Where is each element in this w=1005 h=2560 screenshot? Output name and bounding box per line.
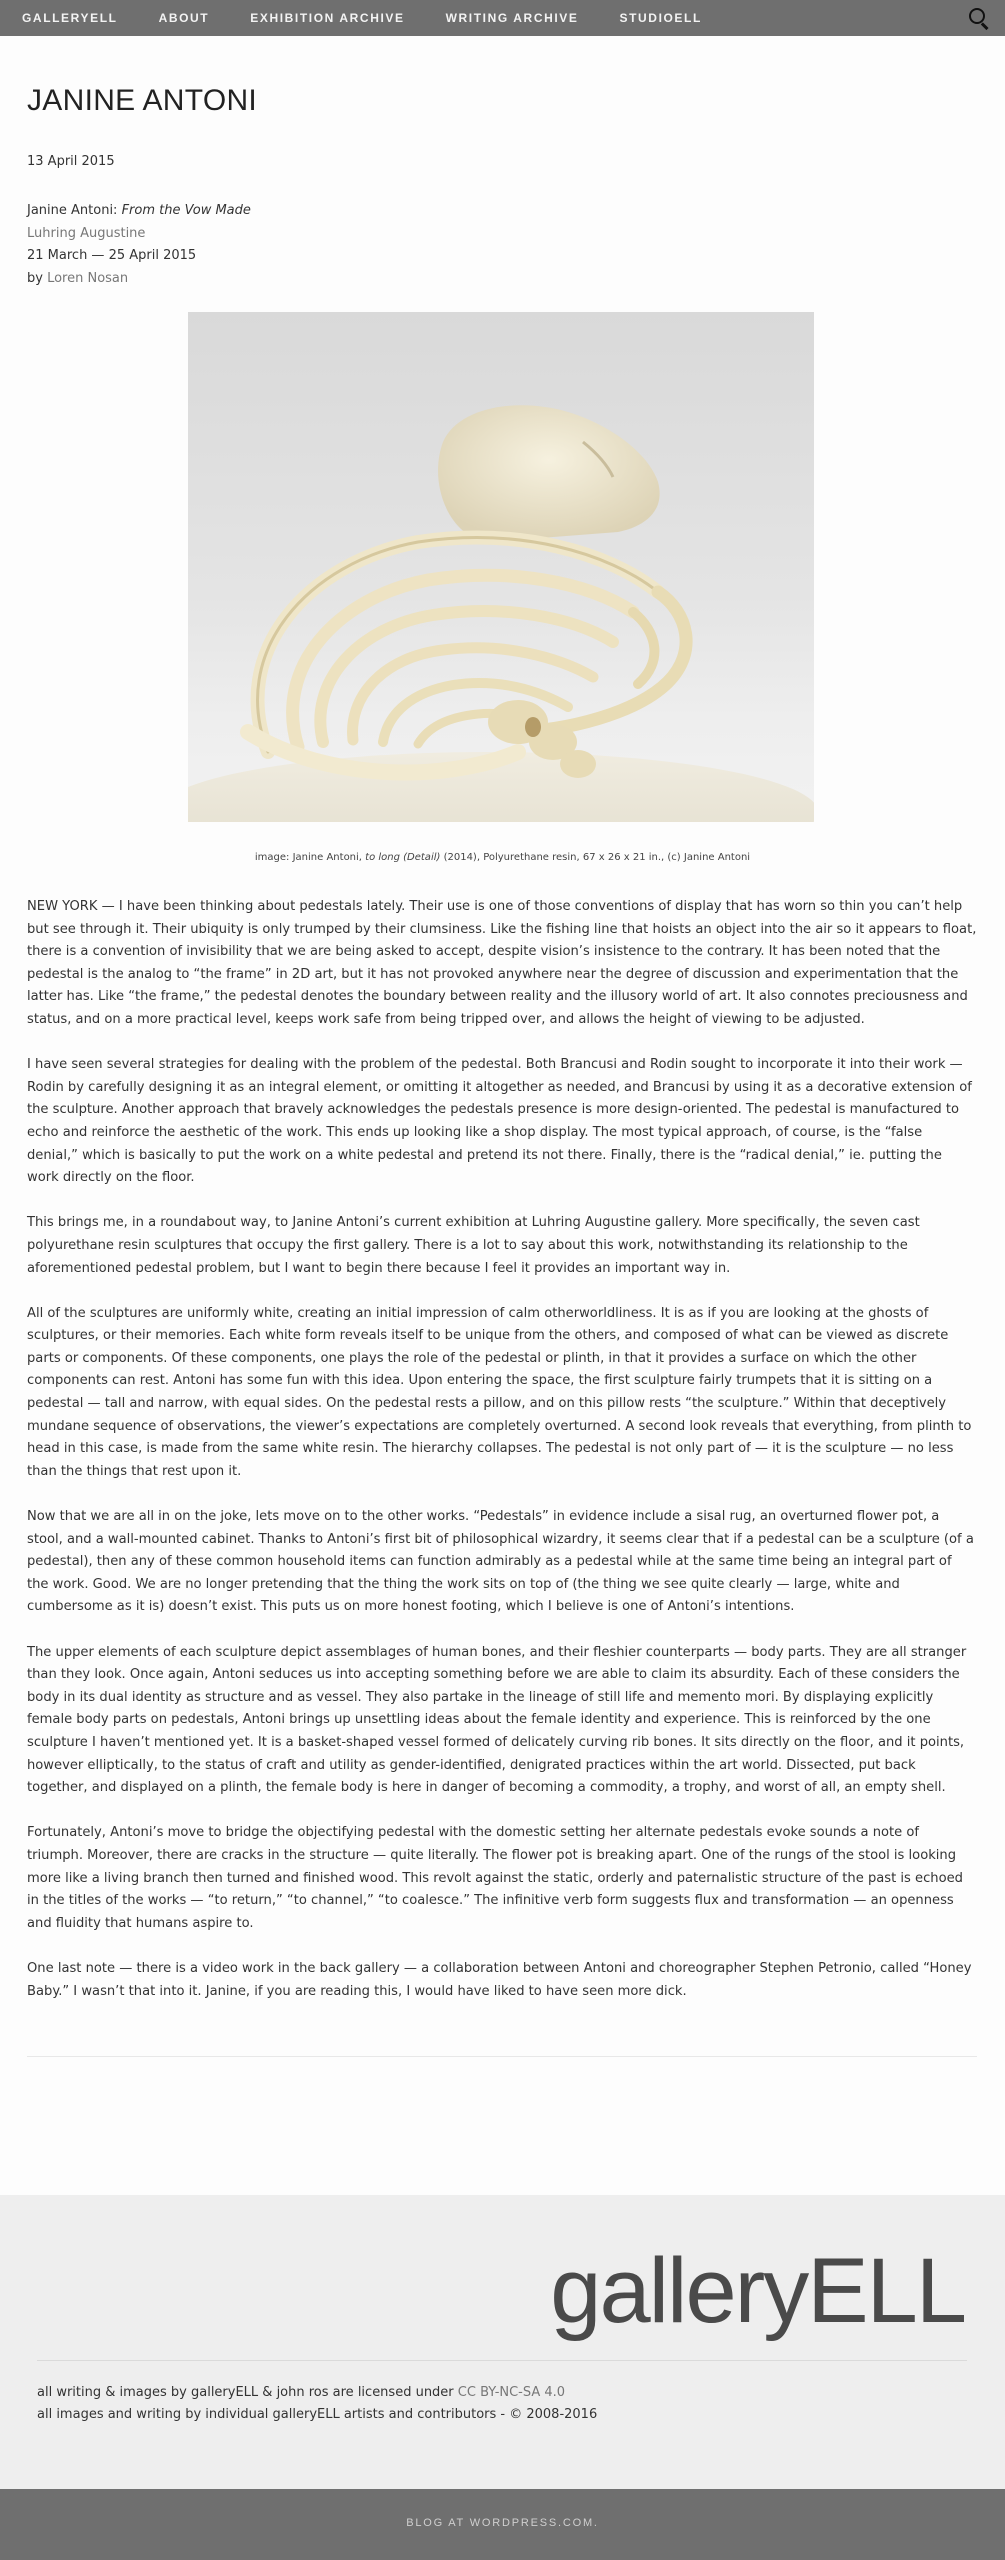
image-caption (0, 852, 1005, 863)
caption-suffix: (2014), Polyurethane resin, 67 x 26 x 21 in., (c) Janine Antoni (440, 852, 751, 863)
paragraph: One last note — there is a video work in the back gallery — a collaboration between Antoni and choreographer Stephen Petronio, called “Honey Baby.” I wasn’t that into it. Janine, if you are reading this, I would have liked to have seen more dick. (27, 1960, 972, 1999)
page-title: JANINE ANTONI (27, 84, 258, 117)
caption-title: to long (Detail) (365, 852, 441, 863)
exhibition-dates: 21 March — 25 April 2015 (27, 248, 197, 263)
post-date: 13 April 2015 (27, 154, 115, 169)
search-icon-handle (981, 22, 988, 29)
exhibition-title-row (27, 200, 251, 223)
byline-prefix: by (27, 270, 48, 286)
exhibition-meta (27, 200, 251, 290)
rights-line: all images and writing by individual galleryELL artists and contributors - © 2008-2016 (37, 2407, 598, 2422)
top-navigation-bar (0, 0, 1005, 36)
paragraph: I have seen several strategies for dealing with the problem of the pedestal. Both Brancusi and Rodin sought to incorporate it into their work — Rodin by carefully designing it as an integral element, or omitting it altogether as needed, and Brancusi by using it as a decorative extension of the sculpture. Another approach that bravely acknowledges the pedestals presence is more design-oriented. The pedestal is manufactured to echo and reinforce the aesthetic of the work. This ends up looking like a shop display. The most typical approach, of course, is the “false denial,” which is basically to put the work on a white pedestal and pretend its not there. Finally, there is the “radical denial,” ie. putting the work directly on the floor. (27, 1057, 972, 1186)
artwork-image (188, 312, 814, 822)
author-link[interactable]: Loren Nosan (47, 270, 129, 286)
article-body (27, 896, 977, 2026)
paragraph: This brings me, in a roundabout way, to Janine Antoni’s current exhibition at Luhring Augustine gallery. More specifically, the seven cast polyurethane resin sculptures that occupy the first gallery. There is a lot to say about this work, notwithstanding its relationship to the aforementioned pedestal problem, but I want to begin there because I feel it provides an important way in. (27, 1215, 920, 1276)
license-prefix: all writing & images by galleryELL & john ros are licensed under (37, 2385, 458, 2400)
byline (27, 268, 251, 291)
bottom-bar (0, 2489, 1005, 2560)
nav-item-writing-archive[interactable]: WRITING ARCHIVE (445, 11, 579, 25)
artist-name: Janine Antoni: (27, 203, 122, 218)
paragraph: All of the sculptures are uniformly white, creating an initial impression of calm otherworldliness. It is as if you are looking at the ghosts of sculptures, or their memories. Each white form reveals itself to be unique from the others, and composed of what can be viewed as discrete parts or components. Of these components, one plays the role of the pedestal or plinth, in that it provides a surface on which the other components can rest. Antoni has some fun with this idea. Upon entering the space, the first sculpture fairly trumpets that it is sitting on a pedestal — tall and narrow, with equal sides. On the pedestal rests a pillow, and on this pillow rests “the sculpture.” Within that deceptively mundane sequence of observations, the viewer’s expectations are completely overturned. A second look reveals that everything, from plinth to head in this case, is made from the same white resin. The hierarchy collapses. The pedestal is not only part of — it is the sculpture — no less than the things that rest upon it. (27, 1305, 972, 1479)
paragraph: The upper elements of each sculpture depict assemblages of human bones, and their fleshier counterparts — body parts. They are all stranger than they look. Once again, Antoni seduces us into accepting something before we are able to claim its absurdity. Each of these considers the body in its dual identity as structure and as vessel. They also partake in the lineage of still life and memento mori. By displaying explicitly female body parts on pedestals, Antoni brings up unsettling ideas about the female identity and experience. This is reinforced by the one sculpture I haven’t mentioned yet. It is a basket-shaped vessel formed of delicately curving rib bones. It sits directly on the floor, and it points, however elliptically, to the status of craft and utility as gender-identified, denigrated practices within the art world. Dissected, put back together, and displayed on a plinth, the female body is here in danger of becoming a commodity, a trophy, and worst of all, an empty shell. (27, 1644, 967, 1796)
footer-divider (37, 2360, 967, 2361)
license-text (37, 2382, 597, 2426)
site-footer (0, 2195, 1005, 2489)
license-link[interactable]: CC BY-NC-SA 4.0 (457, 2385, 566, 2400)
license-line (37, 2382, 597, 2404)
nav-item-studioell[interactable]: STUDIOELL (619, 11, 702, 25)
nav-item-galleryell[interactable]: GALLERYELL (22, 11, 118, 25)
content-divider (27, 2056, 977, 2057)
exhibition-name: From the Vow Made (121, 203, 251, 218)
galleryell-logo[interactable]: galleryELL (550, 2240, 965, 2342)
nav-item-about[interactable]: ABOUT (158, 11, 210, 25)
paragraph: NEW YORK — I have been thinking about pedestals lately. Their use is one of those conventions of display that has worn so thin you can’t help but see through it. Their ubiquity is only trumped by their clumsiness. Like the fishing line that hoists an object into the air so it appears to float, there is a convention of invisibility that we are being asked to accept, despite vision’s insistence to the contrary. It has been noted that the pedestal is the analog to “the frame” in 2D art, but it has not provoked anywhere near the degree of discussion and experimentation that the latter has. Like “the frame,” the pedestal denotes the boundary between reality and the illusory world of art. It also connotes preciousness and status, and on a more practical level, keeps work safe from being tripped over, and allows the height of viewing to be adjusted. (27, 899, 977, 1027)
gallery-link[interactable]: Luhring Augustine (27, 225, 146, 241)
nav-item-exhibition-archive[interactable]: EXHIBITION ARCHIVE (250, 11, 405, 25)
search-icon[interactable] (967, 6, 991, 30)
paragraph: Fortunately, Antoni’s move to bridge the objectifying pedestal with the domestic setting her alternate pedestals evoke sounds a note of triumph. Moreover, there are cracks in the structure — quite literally. The flower pot is breaking apart. One of the rungs of the stool is looking more like a living branch then turned and finished wood. This revolt against the static, orderly and paternalistic structure of the past is echoed in the titles of the works — “to return,” “to channel,” “to coalesce.” The infinitive verb form suggests flux and transformation — an openness and fluidity that humans aspire to. (27, 1825, 963, 1931)
paragraph: Now that we are all in on the joke, lets move on to the other works. “Pedestals” in evidence include a sisal rug, an overturned flower pot, a stool, and a wall-mounted cabinet. Thanks to Antoni’s first bit of philosophical wizardry, it seems clear that if a pedestal can be a sculpture (of a pedestal), then any of these common household items can function admirably as a pedestal while at the same time being an integral part of the work. Good. We are no longer pretending that the thing the work sits on top of (the thing we see quite clearly — large, white and cumbersome as it is) doesn’t exist. This puts us on more honest footing, which I believe is one of Antoni’s intentions. (27, 1509, 974, 1615)
main-menu (22, 0, 743, 36)
caption-prefix: image: Janine Antoni, (254, 852, 366, 863)
wordpress-link[interactable]: BLOG AT WORDPRESS.COM. (406, 2517, 599, 2529)
